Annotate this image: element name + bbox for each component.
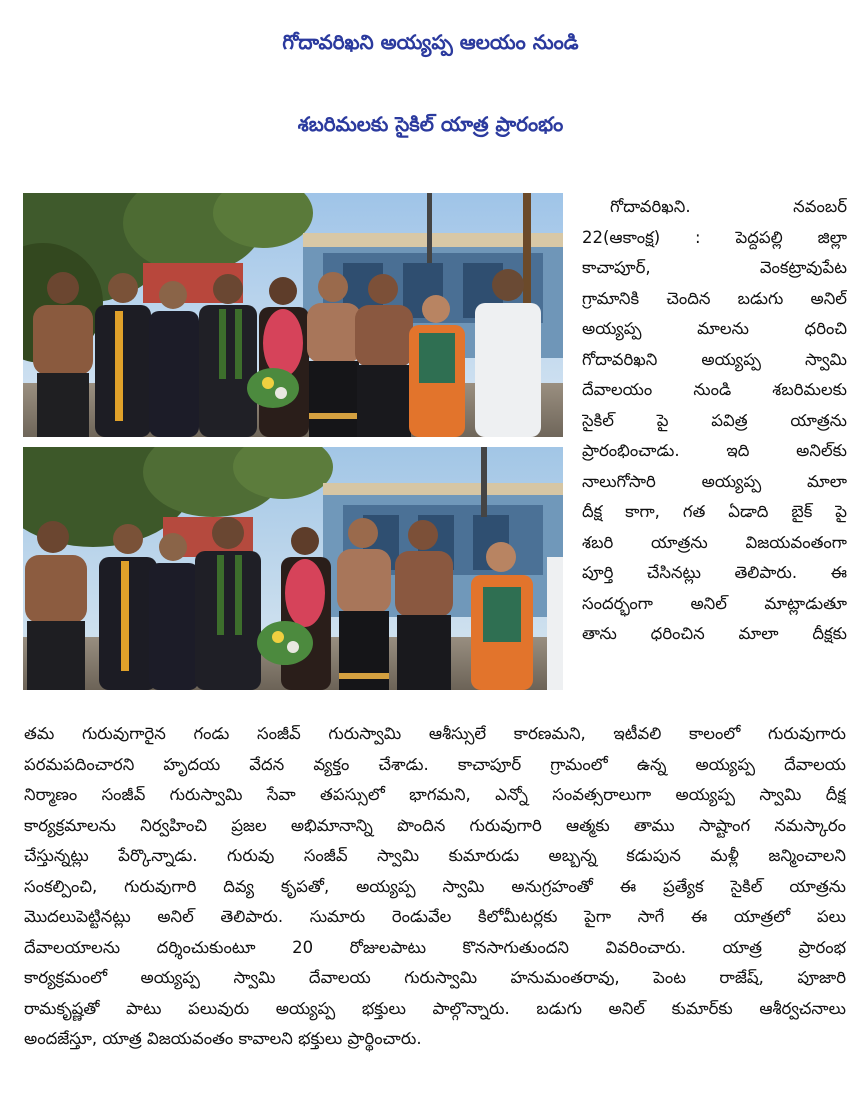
article-line: తాను ధరించిన మాలా దీక్షకు xyxy=(582,624,847,643)
article-line: సంకల్పించి, గురువుగారి దివ్య కృపతో, అయ్యప్ప స్వామి అనుగ్రహంతో ఈ ప్రత్యేక సైకిల్ యాత్రను xyxy=(24,876,846,896)
article-column-text xyxy=(582,192,847,650)
article-line: సందర్భంగా అనిల్ మాట్లాడుతూ xyxy=(582,593,847,613)
headline-line-2: శబరిమలకు సైకిల్ యాత్ర ప్రారంభం xyxy=(297,112,564,136)
article-line: అయ్యప్ప మాలను ధరించి xyxy=(582,319,847,338)
article-line: దేవాలయాలను దర్శించుకుంటూ 20 రోజులపాటు కొనసాగుతుందని వివరించారు. యాత్ర ప్రారంభ xyxy=(24,937,846,957)
article-line: కాచాపూర్, వెంకట్రావుపేట xyxy=(582,258,847,277)
article-line: ప్రారంభించాడు. ఇది అనిల్‌కు xyxy=(582,441,847,460)
article-line: దీక్ష కాగా, గత ఏడాది బైక్ పై xyxy=(582,502,847,521)
article-line: నాలుగోసారి అయ్యప్ప మాలా xyxy=(582,471,847,491)
article-line: మొదలుపెట్టినట్లు అనిల్ తెలిపారు. సుమారు రెండువేల కిలోమీటర్లకు పైగా సాగే ఈ యాత్రలో పలు xyxy=(24,907,846,926)
article-line: పరమపదించారని హృదయ వేదన వ్యక్తం చేశాడు. కాచాపూర్ గ్రామంలో ఉన్న అయ్యప్ప దేవాలయ xyxy=(24,754,846,774)
temple-group-photo-1 xyxy=(23,193,563,437)
article-line-last: అందజేస్తూ, యాత్ర విజయవంతం కావాలని భక్తులు ప్రార్థించారు. xyxy=(24,1029,422,1048)
headline-line-1: గోదావరిఖని అయ్యప్ప ఆలయం నుండి xyxy=(282,30,579,54)
article-line: కార్యక్రమాలను నిర్వహించి ప్రజల అభిమానాన్ని పొందిన గురువుగారి ఆత్మకు తాము సాష్టాంగ నమస్కారం xyxy=(24,815,846,835)
article-line: చేస్తున్నట్లు పేర్కొన్నాడు. గురువు సంజీవ్ స్వామి కుమారుడు అబ్బన్న కడుపున మళ్లీ జన్మించాలని xyxy=(24,846,846,865)
article-line: గోదావరిఖని. నవంబర్ xyxy=(610,197,847,216)
article-line: గ్రామానికి చెందిన బడుగు అనిల్ xyxy=(582,288,847,308)
article-line: నిర్మాణం సంజీవ్ గురుస్వామి సేవా తపస్సులో భాగమని, ఎన్నో సంవత్సరాలుగా అయ్యప్ప స్వామి దీక్ష xyxy=(24,785,846,804)
article-full-text xyxy=(24,719,846,1055)
temple-group-photo-2 xyxy=(23,447,563,690)
article-line: శబరి యాత్రను విజయవంతంగా xyxy=(582,532,847,552)
article-line: సైకిల్ పై పవిత్ర యాత్రను xyxy=(582,410,847,430)
article-line: 22(ఆకాంక్ష) : పెద్దపల్లి జిల్లా xyxy=(582,227,847,247)
article-line: గోదావరిఖని అయ్యప్ప స్వామి xyxy=(582,349,847,369)
article-line: రామకృష్ణతో పాటు పలువురు అయ్యప్ప భక్తులు పాల్గొన్నారు. బడుగు అనిల్ కుమార్‌కు ఆశీర్వచనాలు xyxy=(24,998,846,1018)
article-line: తమ గురువుగారైన గండు సంజీవ్ గురుస్వామి ఆశీస్సులే కారణమని, ఇటీవలి కాలంలో గురువుగారు xyxy=(24,724,846,743)
article-line: దేవాలయం నుండి శబరిమలకు xyxy=(582,380,847,399)
article-line: పూర్తి చేసినట్లు తెలిపారు. ఈ xyxy=(582,563,847,582)
article-line: కార్యక్రమంలో అయ్యప్ప స్వామి దేవాలయ గురుస్వామి హనుమంతరావు, పెంట రాజేష్, పూజారి xyxy=(24,968,846,987)
